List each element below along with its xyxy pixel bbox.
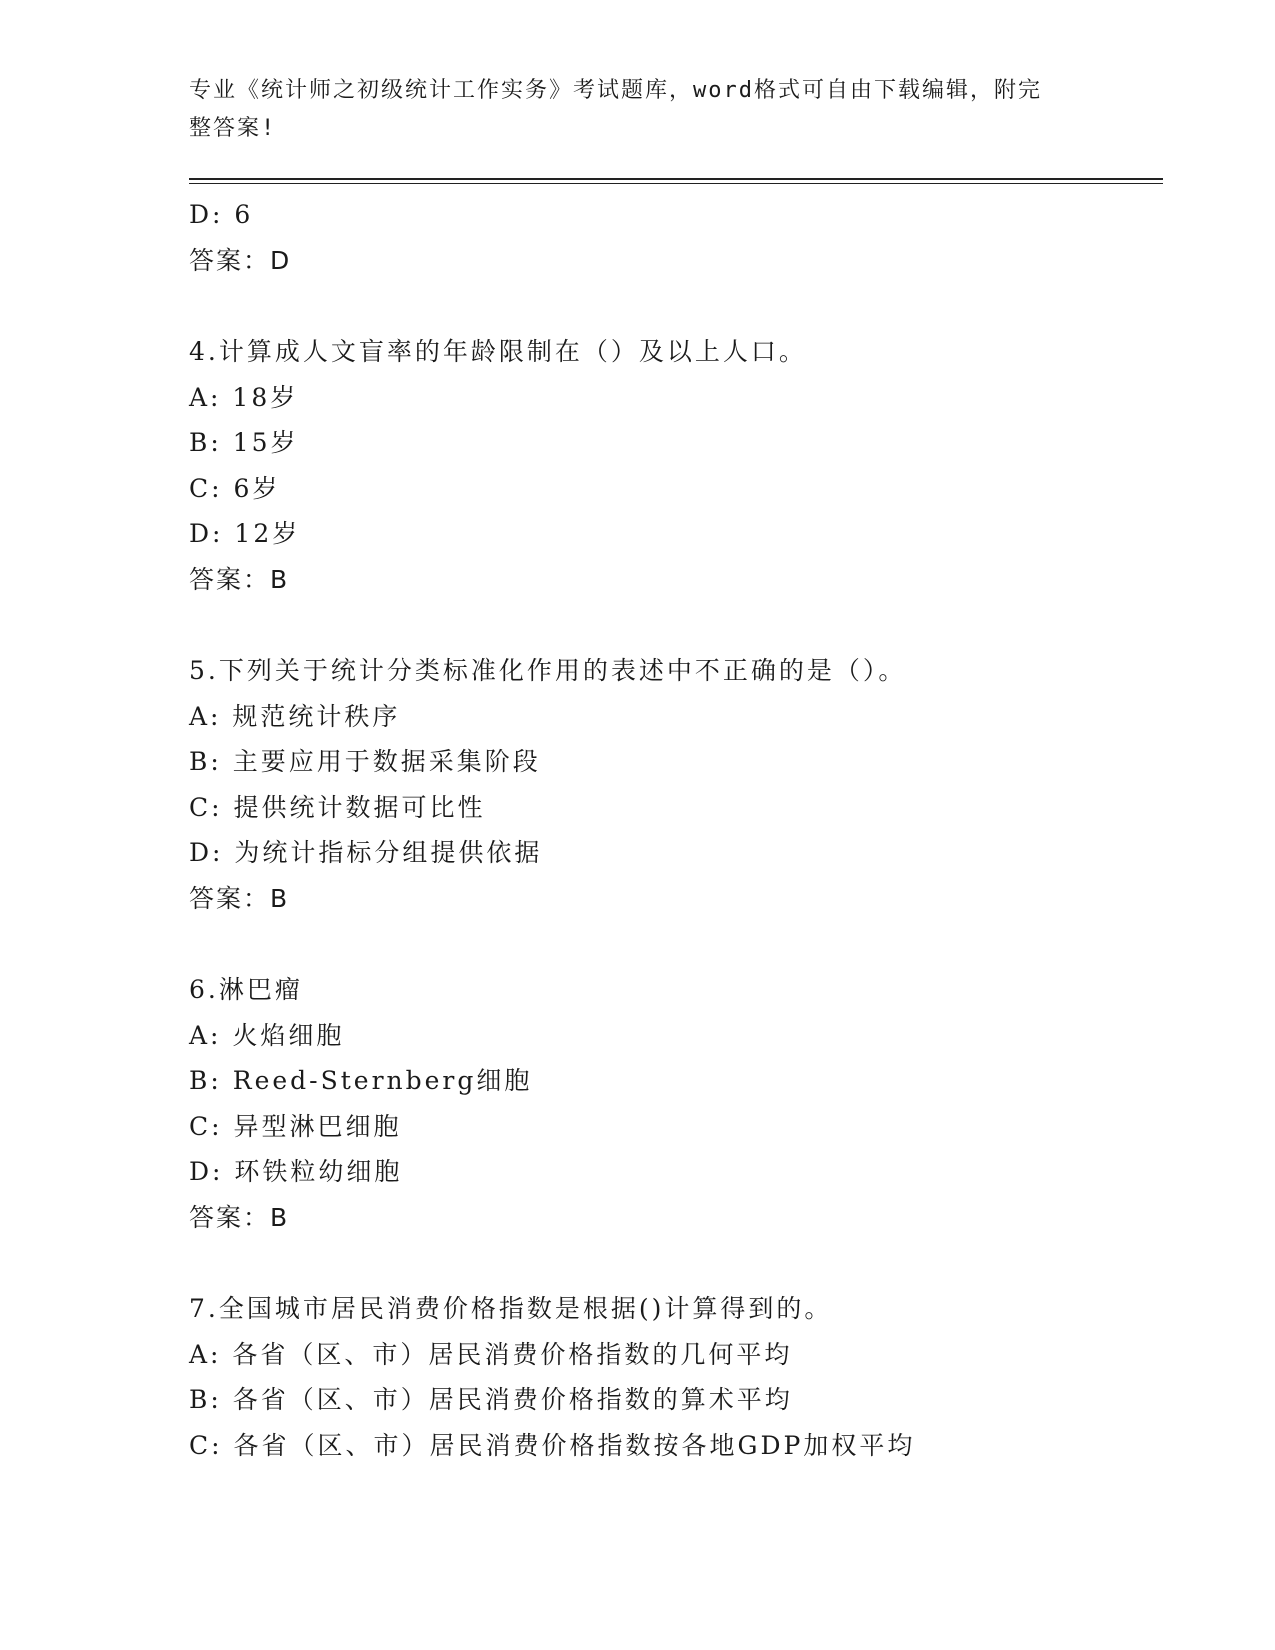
- option-a: A: 规范统计秩序: [189, 701, 401, 731]
- spacer: [189, 1240, 1169, 1286]
- spacer: [189, 921, 1169, 967]
- option-a: A: 18岁: [189, 382, 299, 412]
- option-d: D: 12岁: [189, 519, 301, 548]
- header-line-2: 整答案!: [189, 116, 277, 141]
- option-c: C: 6岁: [189, 473, 281, 503]
- question-3-tail: [189, 192, 1169, 283]
- option-b: B: 15岁: [189, 428, 299, 457]
- answer: 答案：B: [189, 1202, 290, 1232]
- option-c: C: 异型淋巴细胞: [189, 1111, 402, 1141]
- question-text: 6.淋巴瘤: [189, 975, 303, 1004]
- question-text: 5.下列关于统计分类标准化作用的表述中不正确的是（）。: [189, 656, 907, 685]
- question-5: [189, 648, 1169, 921]
- answer: 答案：D: [189, 245, 292, 275]
- option-d: D: 6: [189, 200, 254, 229]
- option-d: D: 为统计指标分组提供依据: [189, 838, 543, 867]
- option-c: C: 各省（区、市）居民消费价格指数按各地GDP加权平均: [189, 1430, 916, 1460]
- question-4: [189, 329, 1169, 602]
- question-text: 7.全国城市居民消费价格指数是根据()计算得到的。: [189, 1294, 833, 1323]
- spacer: [189, 283, 1169, 329]
- question-6: [189, 967, 1169, 1240]
- document-header: [189, 72, 1089, 148]
- option-d: D: 环铁粒幼细胞: [189, 1157, 403, 1186]
- header-line-1: 专业《统计师之初级统计工作实务》考试题库，word格式可自由下载编辑，附完: [189, 78, 1042, 103]
- header-rule-thin: [189, 183, 1163, 184]
- option-b: B: 主要应用于数据采集阶段: [189, 747, 541, 776]
- spacer: [189, 602, 1169, 648]
- option-b: B: Reed-Sternberg细胞: [189, 1066, 533, 1095]
- answer: 答案：B: [189, 564, 290, 594]
- option-a: A: 火焰细胞: [189, 1020, 345, 1050]
- question-list: [189, 192, 1169, 1468]
- option-b: B: 各省（区、市）居民消费价格指数的算术平均: [189, 1385, 793, 1414]
- option-c: C: 提供统计数据可比性: [189, 792, 486, 822]
- option-a: A: 各省（区、市）居民消费价格指数的几何平均: [189, 1339, 793, 1369]
- header-rule-thick: [189, 178, 1163, 180]
- question-7: [189, 1286, 1169, 1468]
- question-text: 4.计算成人文盲率的年龄限制在（）及以上人口。: [189, 337, 807, 366]
- answer: 答案：B: [189, 883, 290, 913]
